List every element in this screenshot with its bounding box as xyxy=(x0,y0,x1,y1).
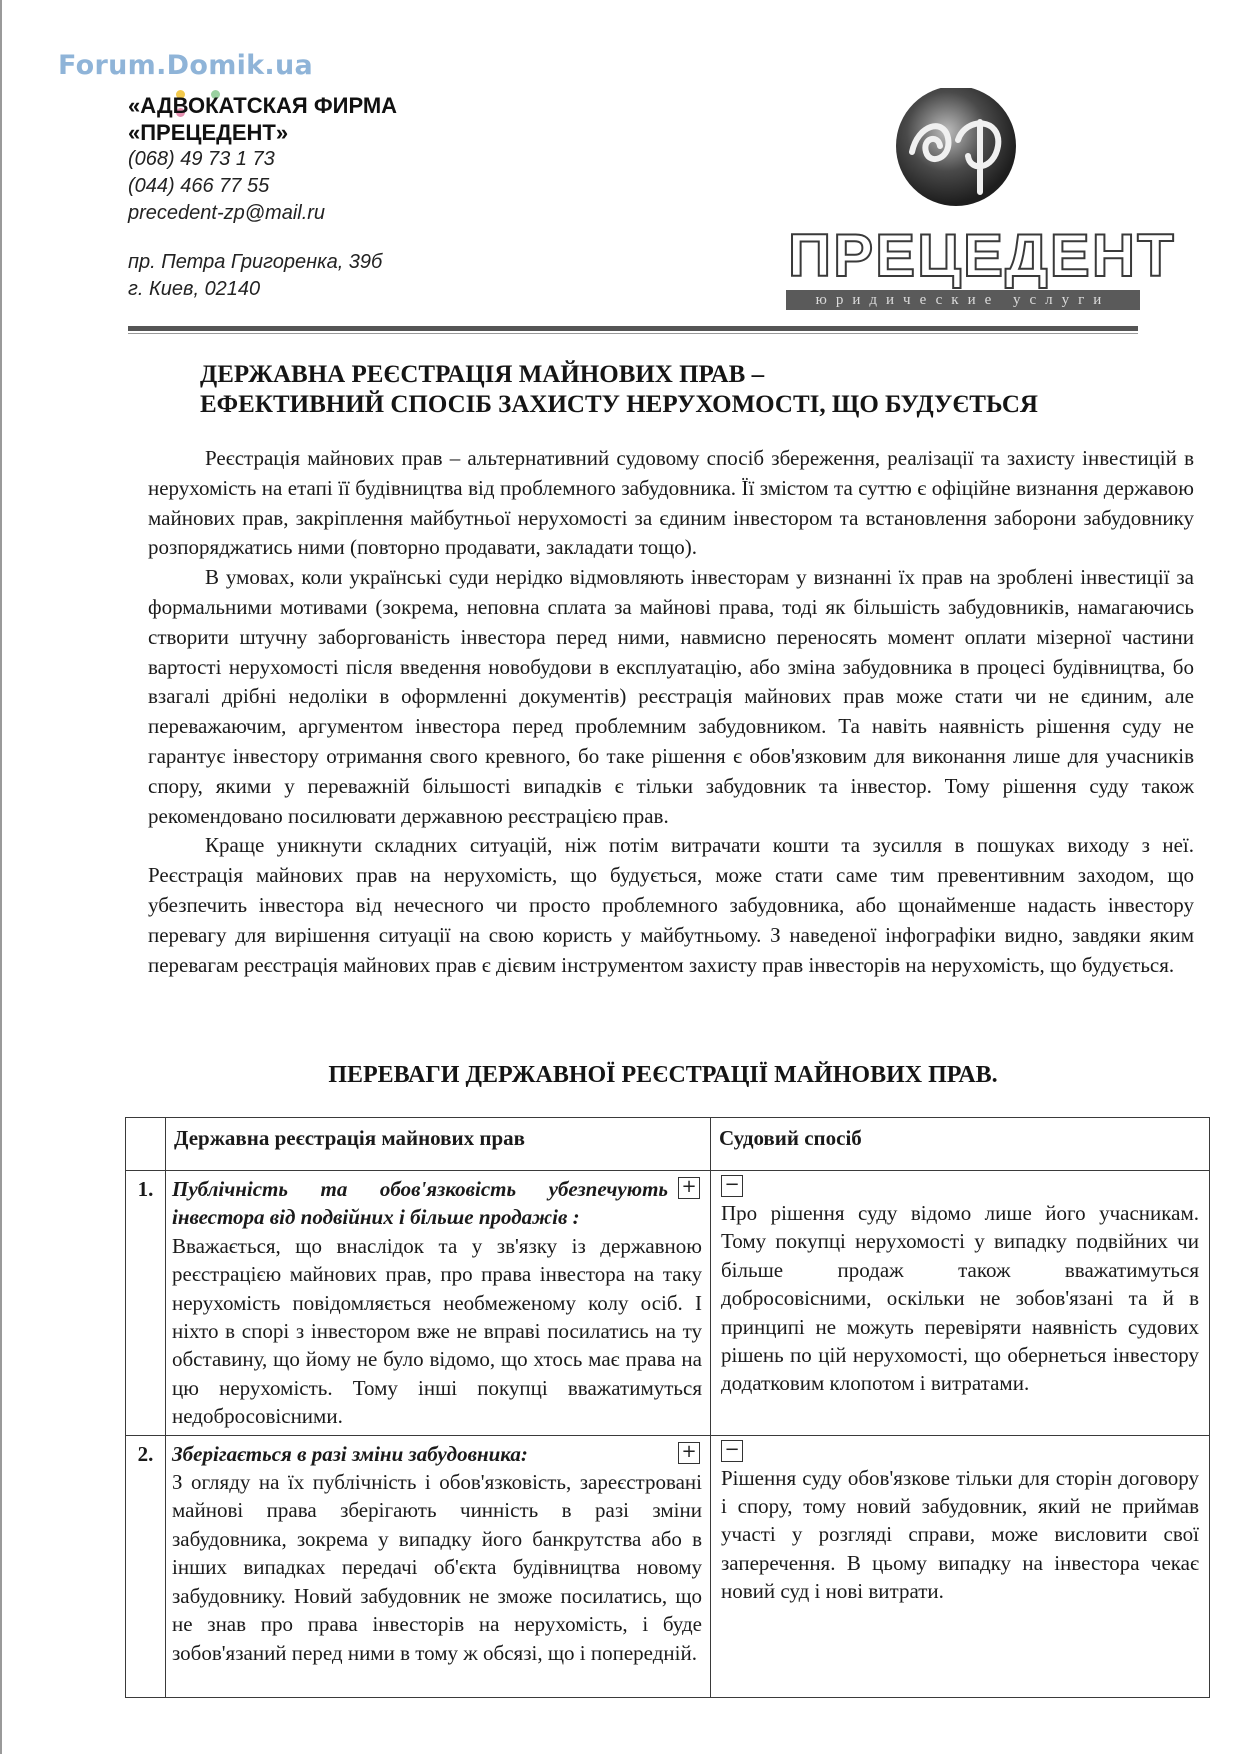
table-heading: ПЕРЕВАГИ ДЕРЖАВНОЇ РЕЄСТРАЦІЇ МАЙНОВИХ ПРАВ. xyxy=(328,1062,998,1088)
paragraph: Реєстрація майнових прав – альтернативний судовому спосіб збереження, реалізації та захисту інвестицій в нерухомість на етапі її будівництва від проблемного забудовника. Її змістом та суттю є офіційне визнання державою майнових прав, закріплення майбутньої нерухомості за єдиним інвестором та встановлення заборони забудовнику розпоряджатись ними (повторно продавати, закладати тощо). xyxy=(148,446,1194,560)
registration-cell xyxy=(166,1171,711,1436)
paragraph: В умовах, коли українські суди нерідко відмовляють інвесторам у визнанні їх прав на зроблені інвестиції за формальними мотивами (зокрема, неповна сплата за майнові права, тоді як більшість забудовників, намагаючись створити штучну заборгованість інвестора перед ними, навмисно переносять момент оплати мізерної частини вартості нерухомості після введення новобудови в експлуатацію, або зміна забудовника в процесі будівництва, бо взагалі дрібні недоліки в оформленні документів) реєстрація майнових прав може стати чи не єдиним, але переважаючим, аргументом інвестора перед проблемним забудовником. Та навіть наявність рішення суду не гарантує інвестору отримання свого кревного, бо таке рішення є обов'язковим для виконання лише для учасників спору, якими у переважній більшості випадків є тільки забудовник та інвестор. Тому рішення суду також рекомендовано посилювати державною реєстрацією прав. xyxy=(148,565,1194,828)
paragraph: Краще уникнути складних ситуацій, ніж потім витрачати кошти та зусилля в пошуках виходу з неї. Реєстрація майнових прав на нерухомість, що будується, може стати саме тим превентивним заходом, що убезпечить інвестора від нечесного чи просто проблемного забудовника, або щонайменше надасть інвестору перевагу для вирішення ситуації на свою користь у майбутньому. З наведеної інфографіки видно, завдяки яким перевагам реєстрація майнових прав є дієвим інструментом захисту прав інвесторів на нерухомість, що будується. xyxy=(148,833,1194,977)
company-name-line1: «АДВОКАТСКАЯ ФИРМА xyxy=(128,93,398,118)
body-text xyxy=(148,444,1194,980)
company-name-line2: «ПРЕЦЕДЕНТ» xyxy=(128,120,289,145)
company-phone2: (044) 466 77 55 xyxy=(128,175,270,197)
row-number: 1. xyxy=(126,1171,166,1436)
minus-icon: − xyxy=(721,1175,743,1197)
company-phone1: (068) 49 73 1 73 xyxy=(128,148,275,170)
registration-cell xyxy=(166,1435,711,1697)
court-cell xyxy=(711,1171,1210,1436)
header-divider xyxy=(128,326,1138,331)
company-address-line2: г. Киев, 02140 xyxy=(128,278,261,300)
company-email: precedent-zp@mail.ru xyxy=(128,202,326,224)
logo-tagline: юридические услуги xyxy=(786,290,1140,310)
minus-icon: − xyxy=(721,1440,743,1462)
header-court: Судовий спосіб xyxy=(711,1118,1210,1171)
title-line1: ДЕРЖАВНА РЕЄСТРАЦІЯ МАЙНОВИХ ПРАВ – xyxy=(200,361,765,388)
table-row xyxy=(126,1435,1210,1697)
plus-icon: + xyxy=(678,1442,700,1464)
court-text: Рішення суду обов'язкове тільки для сторін договору і спору, тому новий забудовник, який не приймав участі у розгляді справи, може висловити свої заперечення. В цьому випадку на інвестора чекає новий суд і нові витрати. xyxy=(721,1465,1199,1604)
benefit-text: Вважається, що внаслідок та у зв'язку із державною реєстрацією майнових прав, про права інвестора на таку нерухомість повідомляється необмеженому колу осіб. І ніхто в спорі з інвестором вже не вправі посилатись на ту обставину, що йому не було відомо, що хтось має права на цю нерухомість. Тому інші покупці вважатимуться недобросовісними. xyxy=(172,1233,702,1429)
logo-wordmark: ПРЕЦЕДЕНТ xyxy=(788,222,1176,289)
plus-icon: + xyxy=(678,1177,700,1199)
court-cell xyxy=(711,1435,1210,1697)
advantages-table xyxy=(125,1117,1210,1698)
scan-edge xyxy=(0,0,2,1754)
court-text: Про рішення суду відомо лише його учасникам. Тому покупці нерухомості у випадку подвійних чи більше продаж також вважатимуться добросовісними, оскільки не зобов'язані та й в принципі не можуть перевіряти наявність судових рішень по цій нерухомості, що обернеться інвестору додатковим клопотом і витратами. xyxy=(721,1201,1199,1396)
company-address-line1: пр. Петра Григоренка, 39б xyxy=(128,251,383,273)
benefit-title: Публічність та обов'язковість убезпечують інвестора від подвійних і більше продажів : xyxy=(172,1177,668,1230)
company-letterhead xyxy=(128,92,397,303)
row-number: 2. xyxy=(126,1435,166,1697)
document-title xyxy=(200,360,1100,420)
header-divider-thin xyxy=(128,333,1138,334)
forum-watermark: Forum.Domik.ua xyxy=(58,50,314,81)
benefit-title: Зберігається в разі зміни забудовника: xyxy=(172,1441,528,1466)
header-registration: Державна реєстрація майнових прав xyxy=(166,1118,711,1171)
table-header-row xyxy=(126,1118,1210,1171)
table-row xyxy=(126,1171,1210,1436)
header-num-cell xyxy=(126,1118,166,1171)
title-line2: ЕФЕКТИВНИЙ СПОСІБ ЗАХИСТУ НЕРУХОМОСТІ, ЩО БУДУЄТЬСЯ xyxy=(200,391,1038,418)
benefit-text: З огляду на їх публічність і обов'язковість, зареєстровані майнові права зберігають чинність в разі зміни забудовника, зокрема у випадку його банкрутства або в інших випадках передачі об'єкта будівництва новому забудовнику. Новий забудовник не зможе посилатись, що не знав про права інвесторів на нерухомість, і буде зобов'язаний перед ними в тому ж обсязі, що і попередній. xyxy=(172,1470,702,1665)
